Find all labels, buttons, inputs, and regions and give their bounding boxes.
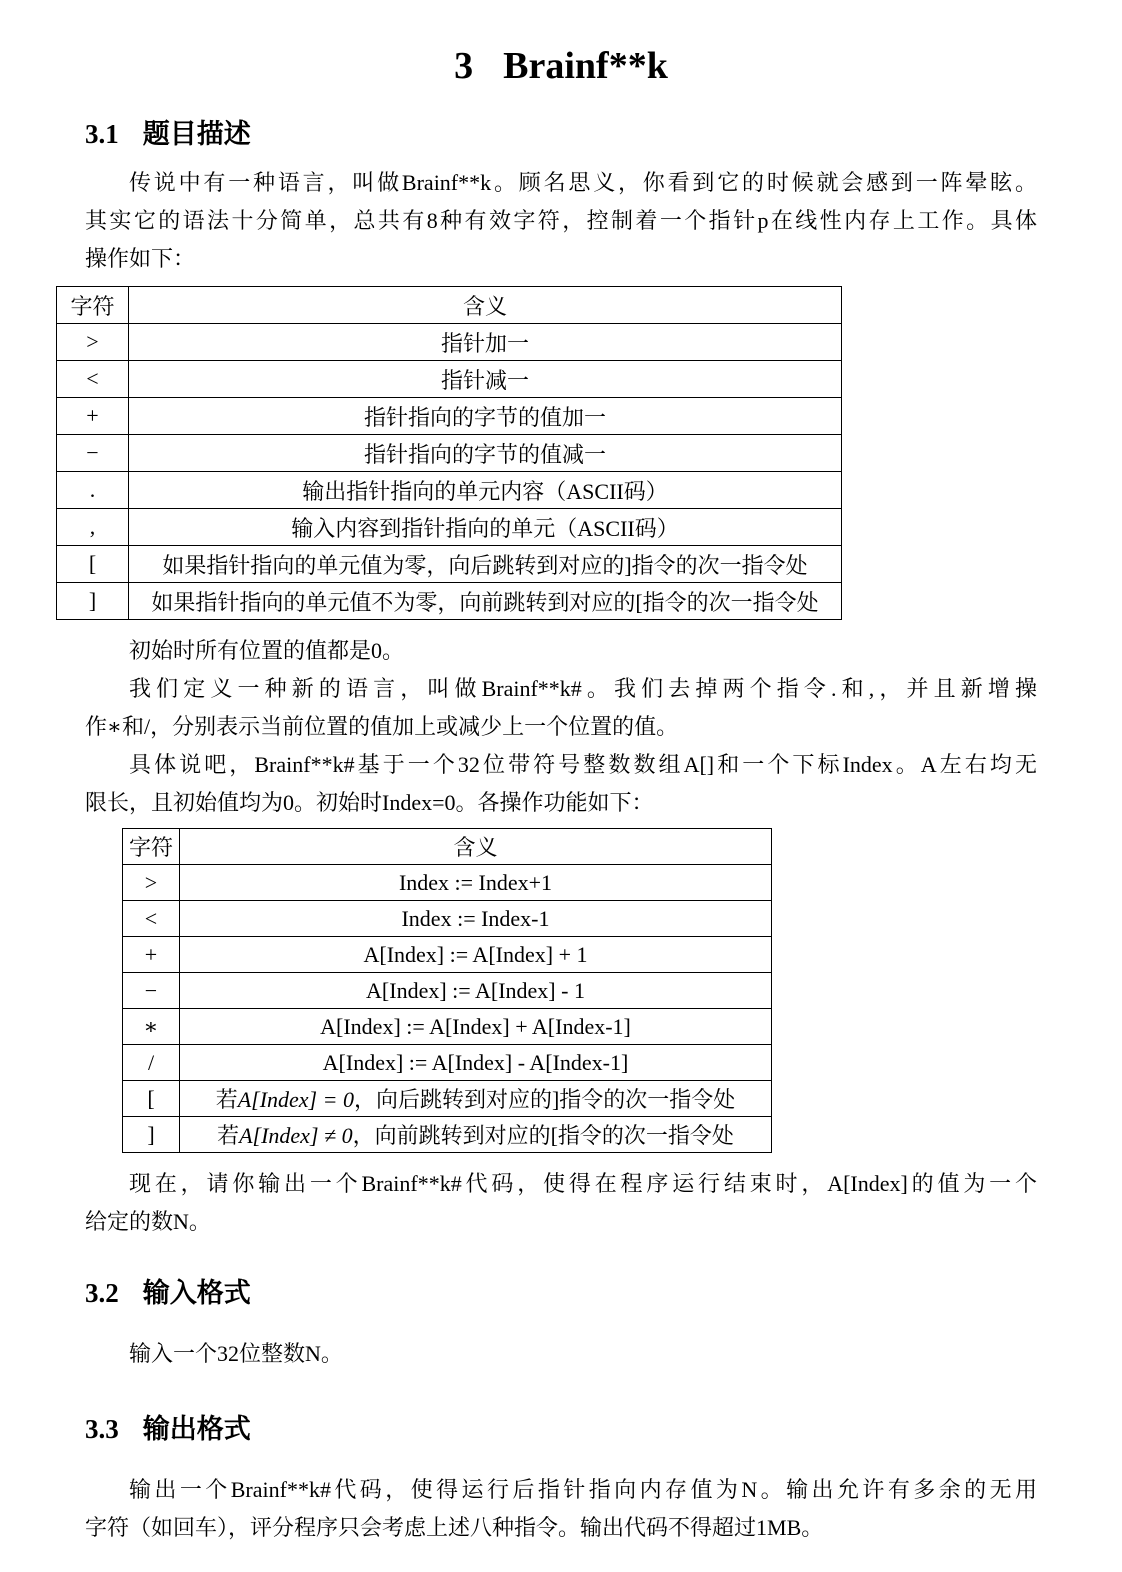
char-cell: < [123,901,180,937]
meaning-math: A[Index] ≠ 0 [239,1123,353,1148]
meaning-cell [180,1117,772,1153]
meaning-cell: 输入内容到指针指向的单元（ASCII码） [129,509,842,546]
table-row [123,901,772,937]
char-cell: / [123,1045,180,1081]
table-row [123,1009,772,1045]
section-heading-3-2 [85,1275,1037,1311]
table-row [57,509,842,546]
brainfk-commands-table [56,286,842,620]
paragraph-detail [85,746,1037,822]
paragraph-output-format [85,1471,1037,1547]
text-line: 给定的数N。 [85,1209,211,1234]
char-cell: [ [57,546,129,583]
paragraph-define-new [85,670,1037,746]
section-heading-3-3 [85,1411,1037,1447]
section-title: 输出格式 [142,1414,251,1444]
table-header-row [57,287,842,324]
text-line: 其实它的语法十分简单，总共有8种有效字符，控制着一个指针p在线性内存上工作。具体 [85,208,1037,233]
paragraph-intro [85,164,1037,278]
char-cell: > [57,324,129,361]
char-cell: . [57,472,129,509]
meaning-cell: 指针指向的字节的值加一 [129,398,842,435]
char-header-cell: 字符 [123,829,180,865]
text-line: 操作如下： [85,246,196,271]
brainfk-sharp-commands-table [122,828,772,1153]
char-cell: + [123,937,180,973]
section-title: 输入格式 [142,1278,251,1308]
title-text: Brainf**k [503,45,668,87]
paragraph-input-format [85,1335,1037,1373]
section-heading-3-1 [85,116,1037,152]
text-line: 字符（如回车），评分程序只会考虑上述八种指令。输出代码不得超过1MB。 [85,1515,824,1540]
table-row [57,583,842,620]
meaning-text: 若 [215,1087,238,1112]
char-cell: [ [123,1081,180,1117]
meaning-text: 若 [217,1123,240,1148]
table-row [57,472,842,509]
paragraph-task [85,1165,1037,1241]
meaning-cell: Index := Index-1 [180,901,772,937]
meaning-math: A[Index] = 0 [237,1087,354,1112]
table-row [123,1045,772,1081]
text-line: 初始时所有位置的值都是0。 [129,638,405,663]
page-title [85,44,1037,88]
table-row [123,1117,772,1153]
table-row [123,973,772,1009]
meaning-header-cell: 含义 [129,287,842,324]
char-cell: , [57,509,129,546]
text-line: 输入一个32位整数N。 [129,1341,343,1366]
text-line: 我们定义一种新的语言，叫做Brainf**k#。我们去掉两个指令.和,，并且新增操 [129,676,1037,701]
section-number: 3.2 [85,1278,119,1308]
table-row [57,361,842,398]
char-cell: ] [57,583,129,620]
table-row [57,324,842,361]
table-row [57,435,842,472]
char-cell: > [123,865,180,901]
text-line: 传说中有一种语言，叫做Brainf**k。顾名思义，你看到它的时候就会感到一阵晕眩。 [129,170,1037,195]
text-line: 输出一个Brainf**k#代码，使得运行后指针指向内存值为N。输出允许有多余的无用 [129,1477,1037,1502]
char-cell: < [57,361,129,398]
char-header-cell: 字符 [57,287,129,324]
meaning-cell: A[Index] := A[Index] - A[Index-1] [180,1045,772,1081]
section-number: 3.1 [85,119,119,149]
meaning-text: ，向后跳转到对应的]指令的次一指令处 [353,1087,736,1112]
text-line: 具体说吧，Brainf**k#基于一个32位带符号整数数组A[]和一个下标Index。A左右均无 [129,752,1037,777]
section-number: 3.3 [85,1414,119,1444]
meaning-cell: 指针减一 [129,361,842,398]
table-row [123,937,772,973]
meaning-cell: 指针指向的字节的值减一 [129,435,842,472]
meaning-header-cell: 含义 [180,829,772,865]
char-cell: ∗ [123,1009,180,1045]
meaning-cell: Index := Index+1 [180,865,772,901]
char-cell: ] [123,1117,180,1153]
text-line: 限长，且初始值均为0。初始时Index=0。各操作功能如下： [85,790,654,815]
meaning-cell: A[Index] := A[Index] + 1 [180,937,772,973]
meaning-cell [180,1081,772,1117]
table-row [123,865,772,901]
text-line: 现在，请你输出一个Brainf**k#代码，使得在程序运行结束时，A[Index]的值为一个 [129,1171,1037,1196]
table-row [57,398,842,435]
meaning-cell: 指针加一 [129,324,842,361]
section-title: 题目描述 [142,119,251,149]
paragraph-init-zero [85,632,1037,670]
meaning-cell: 输出指针指向的单元内容（ASCII码） [129,472,842,509]
table-row [57,546,842,583]
char-cell: + [57,398,129,435]
meaning-cell: A[Index] := A[Index] + A[Index-1] [180,1009,772,1045]
section-number: 3 [454,45,474,87]
table-header-row [123,829,772,865]
meaning-cell: 如果指针指向的单元值为零，向后跳转到对应的]指令的次一指令处 [129,546,842,583]
meaning-cell: 如果指针指向的单元值不为零，向前跳转到对应的[指令的次一指令处 [129,583,842,620]
char-cell: − [123,973,180,1009]
meaning-cell: A[Index] := A[Index] - 1 [180,973,772,1009]
meaning-text: ，向前跳转到对应的[指令的次一指令处 [352,1123,734,1148]
char-cell: − [57,435,129,472]
table-row [123,1081,772,1117]
text-line: 作∗和/，分别表示当前位置的值加上或减少上一个位置的值。 [85,714,679,739]
